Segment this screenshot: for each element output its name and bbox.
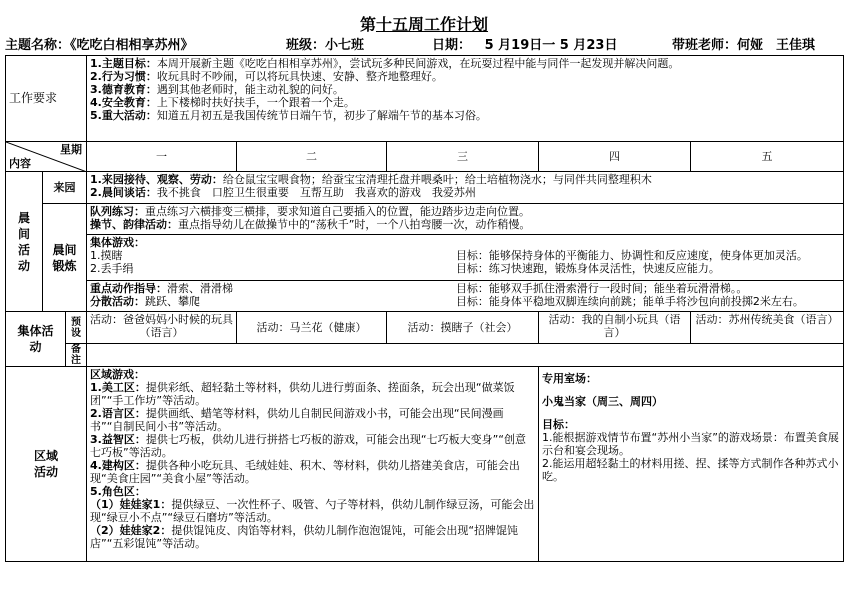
focus-action: 重点动作指导：滑索、滑滑梯 目标：能够双手抓住滑索滑行一段时间；能坐着玩滑滑梯。。 [90, 282, 748, 295]
day-thu: 四 [539, 142, 691, 172]
weekly-plan-table [5, 55, 844, 562]
plan-mon: 活动：爸爸妈妈小时候的玩具（语言） [87, 312, 237, 344]
arrival-content: 1.来园接待、观察、劳动：给仓鼠宝宝喂食物；给蚕宝宝清理托盘并喂桑叶；给土培植物浇水；与同伴共同整理积木 2.晨间谈话：我不挑食 口腔卫生很重要 互帮互助 我喜欢的游戏 我爱苏州 [87, 172, 844, 204]
queue-gym-content: 队列练习：重点练习六横排变三横排，要求知道自己要插入的位置，能边踏步边走向位置。 操节、韵律活动：重点指导幼儿在做操节中的“荡秋千”时，一个八拍弯腰一次，动作稍慢。 [87, 204, 844, 235]
group-activity-row [6, 312, 844, 344]
day-fri: 五 [691, 142, 844, 172]
note-content [87, 344, 844, 367]
exercise-row-3 [6, 281, 844, 312]
content-label: 内容 [9, 157, 31, 170]
plan-label: 预设 [66, 312, 87, 344]
area-label: 区域活动 [6, 367, 87, 562]
split-activity: 分散活动：跳跃、攀爬 目标：能身体平稳地双脚连续向前跳；能单手将沙包向前投掷2米左右。 [90, 295, 804, 308]
requirements-content: 1.主题目标：本周开展新主题《吃吃白相相享苏州》，尝试玩多种民间游戏，在玩耍过程中能与同伴一起发现并解决问题。 2.行为习惯：收玩具时不吵闹，可以将玩具快速、安静、整齐地整理好。 3.德育教育：遇到其他老师时，能主动礼貌的问好。 4.安全教育：上下楼梯时扶好扶手，一个跟着一个走。 5.重大活动：知道五月初五是我国传统节日端午节，初步了解端午节的基本习俗。 [87, 56, 844, 142]
requirements-row [6, 56, 844, 142]
exercise-label: 晨间锻炼 [43, 204, 87, 312]
title-week: 十五 [375, 15, 408, 34]
game-1: 1.摸瞎 目标：能够保持身体的平衡能力、协调性和反应速度，使身体更加灵活。 [90, 249, 808, 262]
exercise-row-1 [6, 204, 844, 235]
day-wed: 三 [387, 142, 539, 172]
note-row [6, 344, 844, 367]
theme-field: 主题名称：《吃吃白相相享苏州》 [5, 38, 194, 53]
week-label: 星期 [60, 143, 83, 156]
requirements-label: 工作要求 [6, 56, 87, 142]
note-label: 备注 [66, 344, 87, 367]
plan-wed: 活动：摸瞎子（社会） [387, 312, 539, 344]
weekday-row [6, 142, 844, 172]
exercise-row-2 [6, 235, 844, 281]
area-row [6, 367, 844, 562]
day-tue: 二 [237, 142, 387, 172]
area-content: 区域游戏： 1.美工区：提供彩纸、超轻黏土等材料，供幼儿进行剪面条、搓面条，玩会出现“做菜饭团”“手工作坊”等活动。 2.语言区：提供画纸、蜡笔等材料，供幼儿自制民间游戏小书，可能会出现“民间漫画书”“自制民间小书”等活动。 3.益智区：提供七巧板，供幼儿进行拼搭七巧板的游戏，可能会出现“七巧板大变身”“创意七巧板”等活动。 4.建构区：提供各种小吃玩具、毛绒娃娃、积木、等材料，供幼儿搭建美食店，可能会出现“美食庄园”“美食小屋”等活动。 5.角色区： （1）娃娃家1：提供绿豆、一次性杯子、吸管、勺子等材料，供幼儿制作绿豆汤，可能会出现“绿豆小不点”“绿豆石磨坊”等活动。 （2）娃娃家2：提供馄饨皮、肉馅等材料，供幼儿制作泡泡馄饨，可能会出现“招牌馄饨店”“五彩馄饨”等活动。 [87, 367, 539, 562]
arrival-row [6, 172, 844, 204]
game-2: 2.丢手绢 目标：练习快速跑，锻炼身体灵活性，快速反应能力。 [90, 262, 720, 275]
group-activity-label: 集体活动 [6, 312, 66, 367]
page-title [0, 12, 848, 35]
teacher-field: 带班老师：何娅 王佳琪 [672, 38, 816, 53]
weekday-corner [6, 142, 87, 172]
title-prefix: 第 [359, 15, 376, 34]
title-suffix: 周工作计划 [408, 15, 489, 34]
group-games-content: 集体游戏： 1.摸瞎 目标：能够保持身体的平衡能力、协调性和反应速度，使身体更加灵活。 2.丢手绢 目标：练习快速跑，锻炼身体灵活性，快速反应能力。 [87, 235, 844, 281]
special-room-content: 专用室场： 小鬼当家（周三、周四） 目标： 1.能根据游戏情节布置“苏州小当家”的游戏场景：布置美食展示台和宴会现场。 2.能运用超轻黏土的材料用搓、捏、揉等方式制作各种苏式小吃。 [539, 367, 844, 562]
plan-tue: 活动：马兰花（健康） [237, 312, 387, 344]
arrival-label: 来园 [43, 172, 87, 204]
plan-fri: 活动：苏州传统美食（语言） [691, 312, 844, 344]
morning-label: 晨间活动 [6, 172, 43, 312]
focus-split-content [87, 281, 844, 312]
plan-thu: 活动：我的自制小玩具（语言） [539, 312, 691, 344]
day-mon: 一 [87, 142, 237, 172]
date-field: 日期： 5 月19日一 5 月23日 [432, 38, 618, 53]
class-field: 班级：小七班 [286, 38, 365, 53]
